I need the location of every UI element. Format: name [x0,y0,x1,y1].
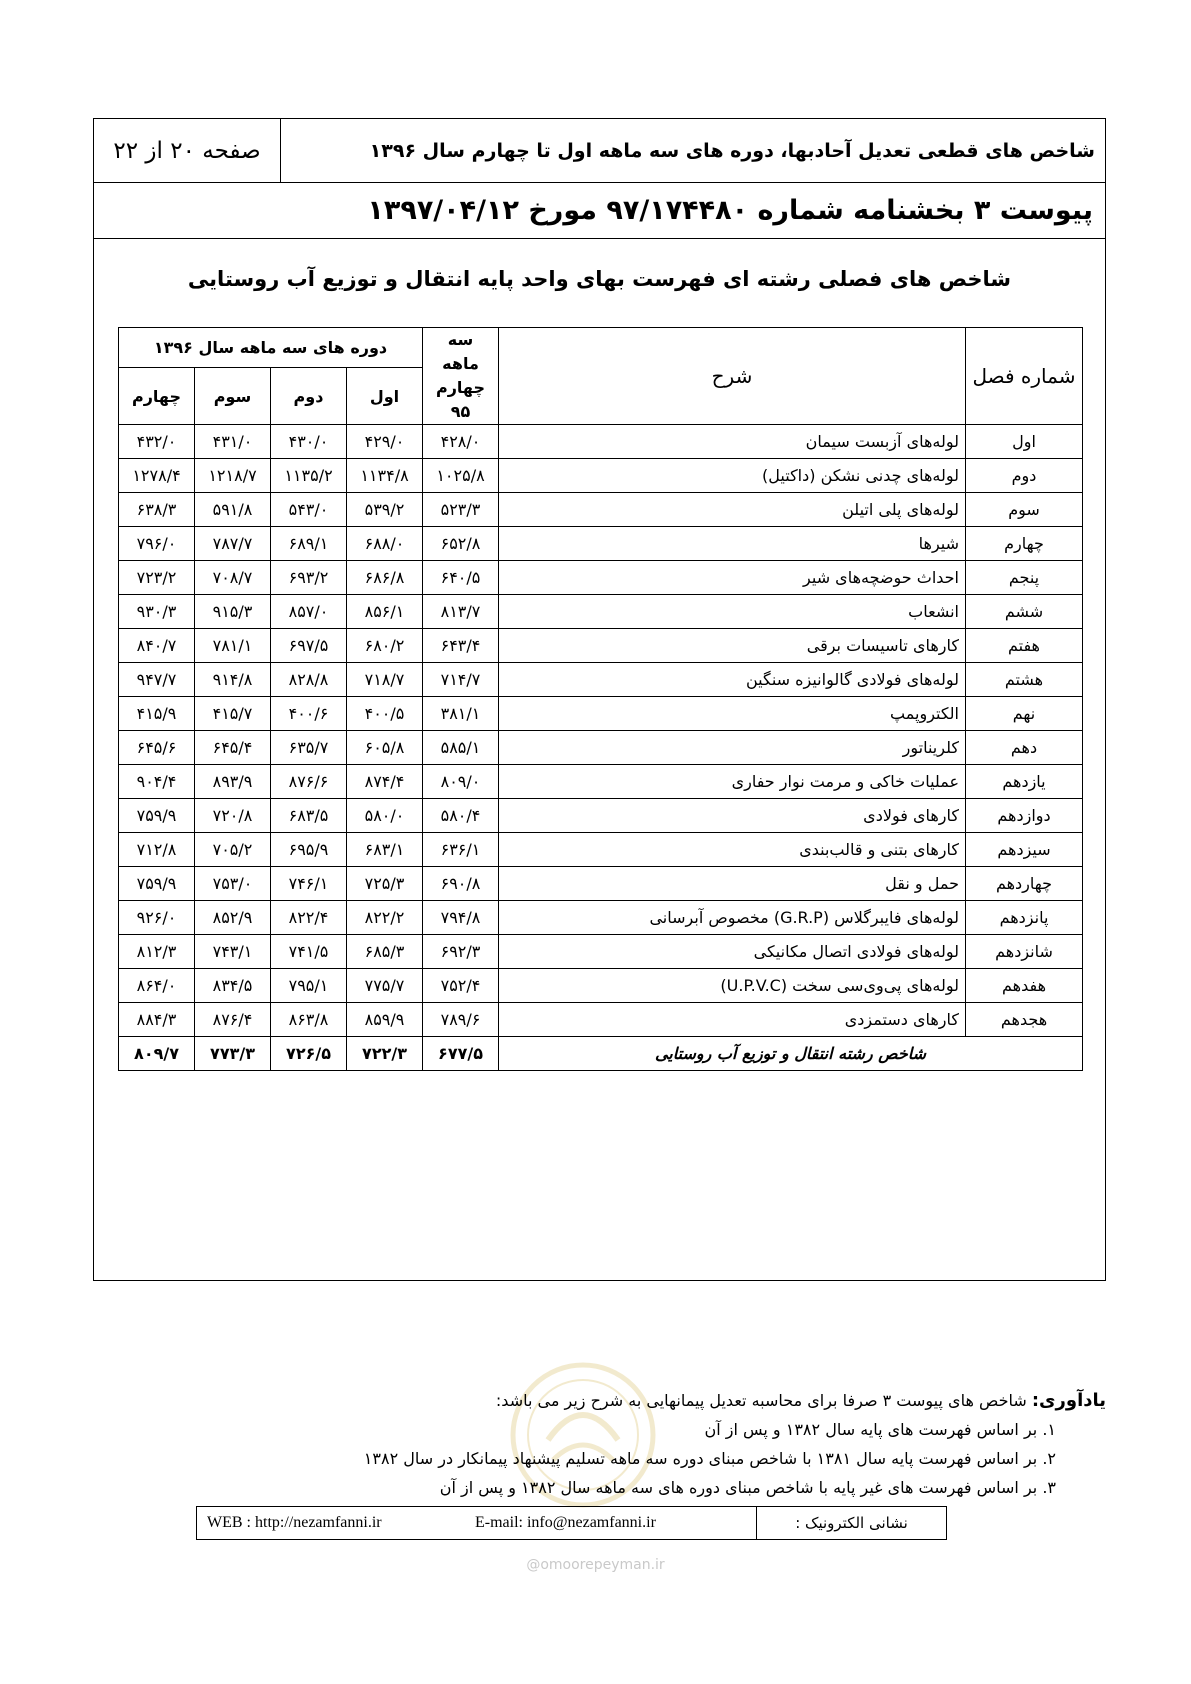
description-cell: لوله‌های فولادی اتصال مکانیکی [499,935,966,969]
q1-cell: ۶۸۰/۲ [347,629,423,663]
description-cell: حمل و نقل [499,867,966,901]
description-cell: کلریناتور [499,731,966,765]
chapter-cell: هشتم [966,663,1083,697]
description-cell: کارهای فولادی [499,799,966,833]
total-q4-cell: ۸۰۹/۷ [119,1037,195,1071]
table-row [119,799,1083,833]
q1-cell: ۶۸۶/۸ [347,561,423,595]
q3-cell: ۷۸۷/۷ [195,527,271,561]
chapter-cell: هفتم [966,629,1083,663]
table-row [119,833,1083,867]
table-row [119,1003,1083,1037]
base-cell: ۶۳۶/۱ [423,833,499,867]
column-header-q3: سوم [195,368,271,425]
q2-cell: ۴۰۰/۶ [271,697,347,731]
total-q3-cell: ۷۷۳/۳ [195,1037,271,1071]
table-row [119,459,1083,493]
q2-cell: ۸۵۷/۰ [271,595,347,629]
table-title: شاخص های فصلی رشته ای فهرست بهای واحد پایه انتقال و توزیع آب روستایی [187,267,1012,291]
q3-cell: ۷۰۵/۲ [195,833,271,867]
note-item: ۳. بر اساس فهرست های غیر پایه با شاخص مبنای دوره های سه ماهه سال ۱۳۸۲ و پس از آن [439,1478,1056,1497]
q3-cell: ۹۱۴/۸ [195,663,271,697]
q3-cell: ۱۲۱۸/۷ [195,459,271,493]
website-link[interactable]: WEB : http://nezamfanni.ir [207,1514,382,1531]
chapter-cell: پنجم [966,561,1083,595]
base-cell: ۷۱۴/۷ [423,663,499,697]
q4-cell: ۸۶۴/۰ [119,969,195,1003]
column-header-q2: دوم [271,368,347,425]
q4-cell: ۴۳۲/۰ [119,425,195,459]
description-cell: کارهای دستمزدی [499,1003,966,1037]
contact-box [196,1506,947,1540]
description-cell: لوله‌های چدنی نشکن (داکتیل) [499,459,966,493]
chapter-cell: دوم [966,459,1083,493]
q2-cell: ۶۳۵/۷ [271,731,347,765]
q1-cell: ۶۸۳/۱ [347,833,423,867]
page-number: صفحه ۲۰ از ۲۲ [94,119,281,182]
q3-cell: ۵۹۱/۸ [195,493,271,527]
q3-cell: ۴۱۵/۷ [195,697,271,731]
q4-cell: ۸۸۴/۳ [119,1003,195,1037]
table-row [119,867,1083,901]
q1-cell: ۴۲۹/۰ [347,425,423,459]
q1-cell: ۶۸۵/۳ [347,935,423,969]
q2-cell: ۶۹۵/۹ [271,833,347,867]
q2-cell: ۷۹۵/۱ [271,969,347,1003]
q2-cell: ۶۸۳/۵ [271,799,347,833]
description-cell: شیرها [499,527,966,561]
column-header-q1: اول [347,368,423,425]
document-title: شاخص های قطعی تعدیل آحادبها، دوره های سه ماهه اول تا چهارم سال ۱۳۹۶ [369,139,1095,162]
chapter-cell: دهم [966,731,1083,765]
table-body [119,425,1083,1071]
q2-cell: ۸۷۶/۶ [271,765,347,799]
q4-cell: ۸۱۲/۳ [119,935,195,969]
q4-cell: ۸۴۰/۷ [119,629,195,663]
q3-cell: ۷۰۸/۷ [195,561,271,595]
chapter-cell: چهاردهم [966,867,1083,901]
q4-cell: ۶۴۵/۶ [119,731,195,765]
base-cell: ۵۲۳/۳ [423,493,499,527]
q3-cell: ۹۱۵/۳ [195,595,271,629]
header-row [94,119,1105,183]
chapter-cell: شانزدهم [966,935,1083,969]
q4-cell: ۷۹۶/۰ [119,527,195,561]
description-cell: الکتروپمپ [499,697,966,731]
total-base-cell: ۶۷۷/۵ [423,1037,499,1071]
q4-cell: ۹۴۷/۷ [119,663,195,697]
q2-cell: ۴۳۰/۰ [271,425,347,459]
total-q2-cell: ۷۲۶/۵ [271,1037,347,1071]
description-cell: احداث حوضچه‌های شیر [499,561,966,595]
description-cell: انشعاب [499,595,966,629]
table-row [119,493,1083,527]
base-cell: ۸۰۹/۰ [423,765,499,799]
note-item: ۲. بر اساس فهرست پایه سال ۱۳۸۱ با شاخص مبنای دوره سه ماهه تسلیم پیشنهاد پیمانکار در سال ۱۳۸۲ [363,1449,1056,1468]
q1-cell: ۶۰۵/۸ [347,731,423,765]
q1-cell: ۶۸۸/۰ [347,527,423,561]
base-cell: ۴۲۸/۰ [423,425,499,459]
note-item: ۱. بر اساس فهرست های پایه سال ۱۳۸۲ و پس از آن [704,1420,1056,1439]
circular-reference: پیوست ۳ بخشنامه شماره ۹۷/۱۷۴۴۸۰ مورخ ۱۳۹۷/۰۴/۱۲ [94,183,1105,239]
base-cell: ۶۵۲/۸ [423,527,499,561]
email-link[interactable]: E-mail: info@nezamfanni.ir [475,1514,656,1531]
q4-cell: ۶۳۸/۳ [119,493,195,527]
table-row [119,935,1083,969]
q3-cell: ۸۳۴/۵ [195,969,271,1003]
note-head: یادآوری: [1031,1390,1106,1411]
chapter-cell: نهم [966,697,1083,731]
table-row [119,425,1083,459]
q1-cell: ۷۷۵/۷ [347,969,423,1003]
watermark-text: @omoorepeyman.ir [526,1557,665,1573]
q3-cell: ۷۲۰/۸ [195,799,271,833]
table-row [119,731,1083,765]
q4-cell: ۹۰۴/۴ [119,765,195,799]
q2-cell: ۶۹۷/۵ [271,629,347,663]
table-row [119,663,1083,697]
table-row [119,527,1083,561]
index-table [118,327,1083,1071]
chapter-cell: هجدهم [966,1003,1083,1037]
q2-cell: ۵۴۳/۰ [271,493,347,527]
q1-cell: ۸۲۲/۲ [347,901,423,935]
column-header-base: سه ماهه چهارم ۹۵ [423,328,499,425]
q3-cell: ۴۳۱/۰ [195,425,271,459]
column-group-header: دوره های سه ماهه سال ۱۳۹۶ [119,328,423,368]
description-cell: کارهای تاسیسات برقی [499,629,966,663]
q3-cell: ۷۸۱/۱ [195,629,271,663]
base-cell: ۵۸۰/۴ [423,799,499,833]
chapter-cell: سیزدهم [966,833,1083,867]
q4-cell: ۷۵۹/۹ [119,867,195,901]
q3-cell: ۸۷۶/۴ [195,1003,271,1037]
base-cell: ۶۴۳/۴ [423,629,499,663]
q3-cell: ۷۴۳/۱ [195,935,271,969]
q1-cell: ۸۵۹/۹ [347,1003,423,1037]
q2-cell: ۶۸۹/۱ [271,527,347,561]
description-cell: لوله‌های فولادی گالوانیزه سنگین [499,663,966,697]
q1-cell: ۸۷۴/۴ [347,765,423,799]
base-cell: ۵۸۵/۱ [423,731,499,765]
total-label: شاخص رشته انتقال و توزیع آب روستایی [499,1037,1083,1071]
q2-cell: ۷۴۶/۱ [271,867,347,901]
q2-cell: ۸۲۲/۴ [271,901,347,935]
description-cell: لوله‌های فایبرگلاس (G.R.P) مخصوص آبرسانی [499,901,966,935]
table-row [119,765,1083,799]
q4-cell: ۴۱۵/۹ [119,697,195,731]
document-frame [93,118,1106,1281]
description-cell: کارهای بتنی و قالب‌بندی [499,833,966,867]
table-row [119,697,1083,731]
table-row [119,629,1083,663]
base-cell: ۱۰۲۵/۸ [423,459,499,493]
base-cell: ۷۹۴/۸ [423,901,499,935]
chapter-cell: سوم [966,493,1083,527]
q2-cell: ۸۲۸/۸ [271,663,347,697]
chapter-cell: هفدهم [966,969,1083,1003]
chapter-cell: چهارم [966,527,1083,561]
description-cell: عملیات خاکی و مرمت نوار حفاری [499,765,966,799]
base-cell: ۶۴۰/۵ [423,561,499,595]
q4-cell: ۹۲۶/۰ [119,901,195,935]
column-header-desc: شرح [499,328,966,425]
q4-cell: ۷۲۳/۲ [119,561,195,595]
chapter-cell: یازدهم [966,765,1083,799]
q2-cell: ۱۱۳۵/۲ [271,459,347,493]
q1-cell: ۷۲۵/۳ [347,867,423,901]
chapter-cell: پانزدهم [966,901,1083,935]
table-row [119,969,1083,1003]
note-intro: شاخص های پیوست ۳ صرفا برای محاسبه تعدیل پیمانهایی به شرح زیر می باشد: [495,1391,1027,1410]
base-cell: ۶۹۲/۳ [423,935,499,969]
q4-cell: ۷۱۲/۸ [119,833,195,867]
q4-cell: ۱۲۷۸/۴ [119,459,195,493]
description-cell: لوله‌های آزبست سیمان [499,425,966,459]
q3-cell: ۶۴۵/۴ [195,731,271,765]
q1-cell: ۴۰۰/۵ [347,697,423,731]
base-cell: ۷۸۹/۶ [423,1003,499,1037]
table-row [119,561,1083,595]
q2-cell: ۷۴۱/۵ [271,935,347,969]
q3-cell: ۷۵۳/۰ [195,867,271,901]
q1-cell: ۸۵۶/۱ [347,595,423,629]
base-cell: ۶۹۰/۸ [423,867,499,901]
total-q1-cell: ۷۲۲/۳ [347,1037,423,1071]
base-cell: ۸۱۳/۷ [423,595,499,629]
description-cell: لوله‌های پی‌وی‌سی سخت (U.P.V.C) [499,969,966,1003]
contact-label: نشانی الکترونیک : [756,1507,946,1539]
q2-cell: ۶۹۳/۲ [271,561,347,595]
total-row [119,1037,1083,1071]
q1-cell: ۵۸۰/۰ [347,799,423,833]
note-section [286,1386,1106,1502]
base-cell: ۳۸۱/۱ [423,697,499,731]
column-header-chapter: شماره فصل [966,328,1083,425]
chapter-cell: اول [966,425,1083,459]
table-row [119,595,1083,629]
q1-cell: ۱۱۳۴/۸ [347,459,423,493]
column-header-q4: چهارم [119,368,195,425]
q2-cell: ۸۶۳/۸ [271,1003,347,1037]
q1-cell: ۵۳۹/۲ [347,493,423,527]
q3-cell: ۸۹۳/۹ [195,765,271,799]
q3-cell: ۸۵۲/۹ [195,901,271,935]
q4-cell: ۹۳۰/۳ [119,595,195,629]
table-row [119,901,1083,935]
q1-cell: ۷۱۸/۷ [347,663,423,697]
q4-cell: ۷۵۹/۹ [119,799,195,833]
description-cell: لوله‌های پلی اتیلن [499,493,966,527]
chapter-cell: دوازدهم [966,799,1083,833]
chapter-cell: ششم [966,595,1083,629]
base-cell: ۷۵۲/۴ [423,969,499,1003]
